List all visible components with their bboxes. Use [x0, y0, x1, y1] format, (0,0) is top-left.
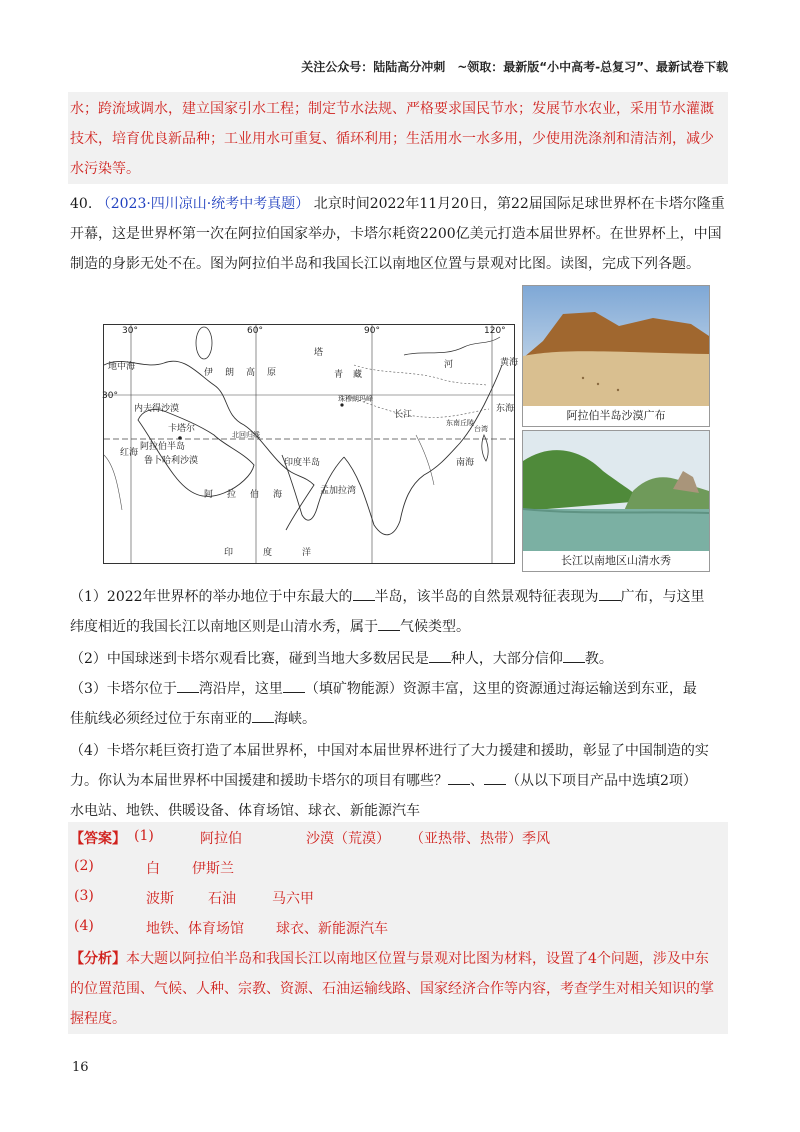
prev-answer-line-1: 水；跨流域调水，建立国家引水工程；制定节水法规、严格要求国民节水；发展节水农业，采用节水灌溉 — [70, 101, 714, 117]
map-label-east-sea: 东海 — [496, 404, 515, 414]
map-label-arabia: 阿拉伯半岛 — [140, 442, 186, 452]
map-lon-90: 90° — [364, 326, 380, 336]
question-number: 40. — [70, 196, 93, 212]
blank[interactable] — [563, 650, 585, 663]
sub-question-3-line-2: 佳航线必须经过位于东南亚的 海峡。 — [70, 711, 316, 727]
analysis-line-3: 握程度。 — [70, 1011, 126, 1027]
question-source: （2023·四川凉山·统考中考真题） — [96, 196, 310, 212]
photo-green-hills — [522, 430, 710, 572]
prev-answer-line-3: 水污染等。 — [70, 161, 140, 177]
blank[interactable] — [177, 680, 199, 693]
map-label-rub: 鲁卜哈利沙漠 — [144, 456, 199, 466]
map-label-yellow-sea: 黄海 — [500, 358, 519, 368]
map-label-everest: 珠穆朗玛峰 — [338, 395, 373, 403]
question-stem-1: 北京时间2022年11月20日，第22届国际足球世界杯在卡塔尔隆重 — [313, 196, 725, 212]
desert-image — [523, 286, 709, 406]
map-label-iran: 伊朗高原 — [204, 368, 289, 378]
map-label-bengal: 孟加拉湾 — [320, 486, 357, 496]
analysis-line-1: 【分析】本大题以阿拉伯半岛和我国长江以南地区位置与景观对比图为材料，设置了4个问题，涉及中东 — [70, 951, 709, 967]
sub-question-2: （2）中国球迷到卡塔尔观看比赛，碰到当地大多数居民是 种人，大部分信仰 教。 — [70, 651, 613, 667]
sub-question-4-line-2: 力。你认为本届世界杯中国援建和援助卡塔尔的项目有哪些？ 、 （从以下项目产品中选填2项） — [70, 773, 697, 789]
map-label-india: 印度半岛 — [284, 458, 321, 468]
page-number: 16 — [72, 1060, 89, 1075]
map-label-changjiang: 长江 — [394, 410, 413, 420]
blank[interactable] — [252, 710, 274, 723]
blank[interactable] — [353, 588, 375, 601]
map-svg — [102, 325, 519, 563]
map-label-arab-sea: 阿拉伯海 — [204, 490, 297, 500]
analysis-tag: 【分析】 — [70, 951, 126, 967]
map-label-dihe: 地中海 — [108, 362, 136, 372]
blank[interactable] — [484, 772, 506, 785]
page-header: 关注公众号：陆陆高分冲刺 ~领取：最新版“小中高考-总复习”、最新试卷下载 — [301, 60, 728, 74]
sub-question-4-options: 水电站、地铁、供暖设备、体育场馆、球衣、新能源汽车 — [70, 803, 420, 819]
blank[interactable] — [429, 650, 451, 663]
sub-question-4-line-1: （4）卡塔尔耗巨资打造了本届世界杯，中国对本届世界杯进行了大力援建和援助，彰显了中国制造的实 — [70, 743, 709, 759]
answer-tag: 【答案】 — [70, 831, 126, 847]
map-figure — [102, 324, 519, 564]
map-label-qatar: 卡塔尔 — [168, 424, 196, 434]
analysis-line-2: 的位置范围、气候、人种、宗教、资源、石油运输线路、国家经济合作等内容，考查学生对相关知识的掌 — [70, 981, 714, 997]
blank[interactable] — [283, 680, 305, 693]
question-stem-line-3: 制造的身影无处不在。图为阿拉伯半岛和我国长江以南地区位置与景观对比图。读图，完成下列各题。 — [70, 256, 700, 272]
map-label-taiwan: 台湾 — [474, 425, 488, 433]
prev-answer-line-2: 技术，培育优良新品种；工业用水可重复、循环利用；生活用水一水多用，少使用洗涤剂和清洁剂，减少 — [70, 131, 714, 147]
map-label-tarim: 塔 — [314, 348, 324, 358]
blank[interactable] — [599, 588, 621, 601]
map-lon-120: 120° — [484, 326, 506, 336]
map-label-qingzang: 青藏 — [334, 370, 373, 380]
blank[interactable] — [378, 618, 400, 631]
photo-green-hills-caption: 长江以南地区山清水秀 — [523, 551, 709, 571]
map-lat-30: 30° — [102, 391, 118, 401]
map-label-south-sea: 南海 — [456, 458, 475, 468]
question-stem-line-2: 开幕，这是世界杯第一次在阿拉伯国家举办，卡塔尔耗资2200亿美元打造本届世界杯。在世界杯上，中国 — [70, 226, 722, 242]
question-stem-line-1 — [70, 193, 725, 213]
sub-question-1-line-2: 纬度相近的我国长江以南地区则是山清水秀，属于 气候类型。 — [70, 619, 470, 635]
map-label-dongnan: 东南丘陵 — [446, 419, 474, 427]
map-label-red-sea: 红海 — [120, 448, 139, 458]
sub-question-1-line-1: （1）2022年世界杯的举办地位于中东最大的 半岛，该半岛的自然景观特征表现为 广布，与这里 — [70, 589, 705, 605]
map-label-huanghe: 河 — [444, 360, 454, 370]
map-lon-60: 60° — [247, 326, 263, 336]
map-lon-30: 30° — [122, 326, 138, 336]
green-hills-image — [523, 431, 709, 551]
photo-desert-caption: 阿拉伯半岛沙漠广布 — [523, 406, 709, 426]
photo-desert — [522, 285, 710, 427]
blank[interactable] — [448, 772, 470, 785]
sub-question-3-line-1: （3）卡塔尔位于 湾沿岸，这里 （填矿物能源）资源丰富，这里的资源通过海运输送到东亚，最 — [70, 681, 697, 697]
map-label-indian-ocean: 印度洋 — [224, 548, 342, 558]
map-label-tropic: 北回归线 — [232, 431, 260, 439]
map-label-nafud: 内夫得沙漠 — [134, 404, 180, 414]
